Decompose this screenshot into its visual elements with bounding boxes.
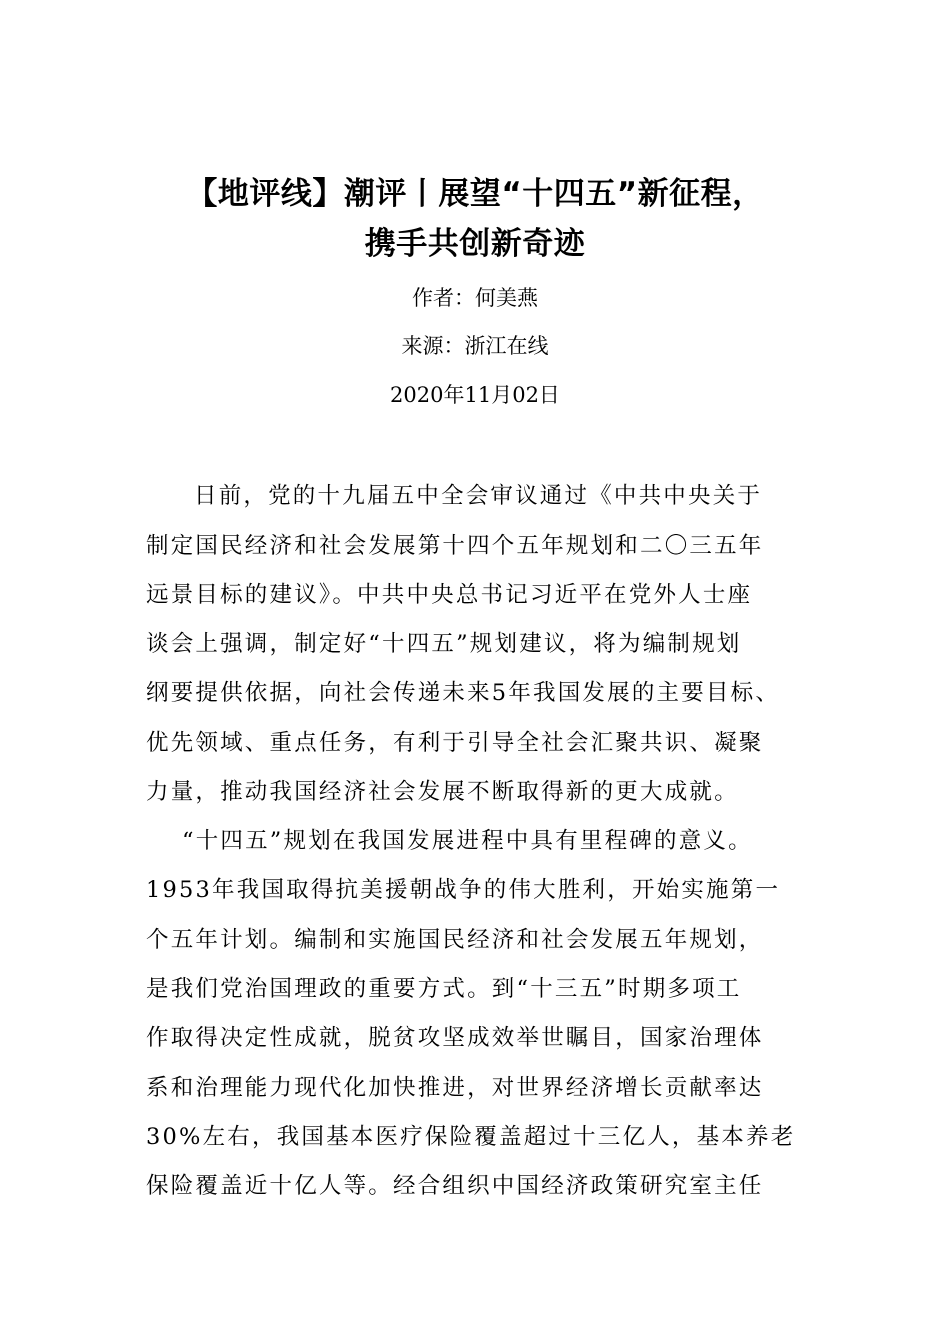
- paragraph-line: 系和治理能力现代化加快推进，对世界经济增长贡献率达: [146, 1075, 764, 1101]
- paragraph-line: 是我们党治国理政的重要方式。到“十三五”时期多项工: [146, 976, 742, 1002]
- date-line: 2020年11月02日: [390, 383, 560, 407]
- paragraph-line: 纲要提供依据，向社会传递未来5年我国发展的主要目标、: [146, 680, 781, 706]
- paragraph-line: 保险覆盖近十亿人等。经合组织中国经济政策研究室主任: [146, 1173, 764, 1199]
- paragraph-line: 优先领域、重点任务，有利于引导全社会汇聚共识、凝聚: [146, 730, 764, 756]
- paragraph-line: 个五年计划。编制和实施国民经济和社会发展五年规划，: [146, 927, 764, 953]
- paragraph-line: 制定国民经济和社会发展第十四个五年规划和二〇三五年: [146, 533, 764, 559]
- document-title-line-1: 【地评线】潮评丨展望“十四五”新征程，: [186, 176, 764, 212]
- paragraph-line: “十四五”规划在我国发展进程中具有里程碑的意义。: [182, 828, 753, 854]
- paragraph-line: 日前，党的十九届五中全会审议通过《中共中央关于: [194, 483, 763, 509]
- document-title-line-2: 携手共创新奇迹: [364, 226, 586, 262]
- paragraph-line: 谈会上强调，制定好“十四五”规划建议，将为编制规划: [146, 631, 742, 657]
- author-line: 作者：何美燕: [412, 286, 538, 310]
- paragraph-line: 远景目标的建议》。中共中央总书记习近平在党外人士座: [146, 582, 753, 608]
- paragraph-line: 力量，推动我国经济社会发展不断取得新的更大成就。: [146, 779, 739, 805]
- paragraph-line: 30%左右，我国基本医疗保险覆盖超过十三亿人，基本养老: [146, 1124, 796, 1150]
- paragraph-line: 作取得决定性成就，脱贫攻坚成效举世瞩目，国家治理体: [146, 1025, 764, 1051]
- paragraph-line: 1953年我国取得抗美援朝战争的伟大胜利，开始实施第一: [146, 877, 781, 903]
- source-line: 来源：浙江在线: [401, 334, 549, 358]
